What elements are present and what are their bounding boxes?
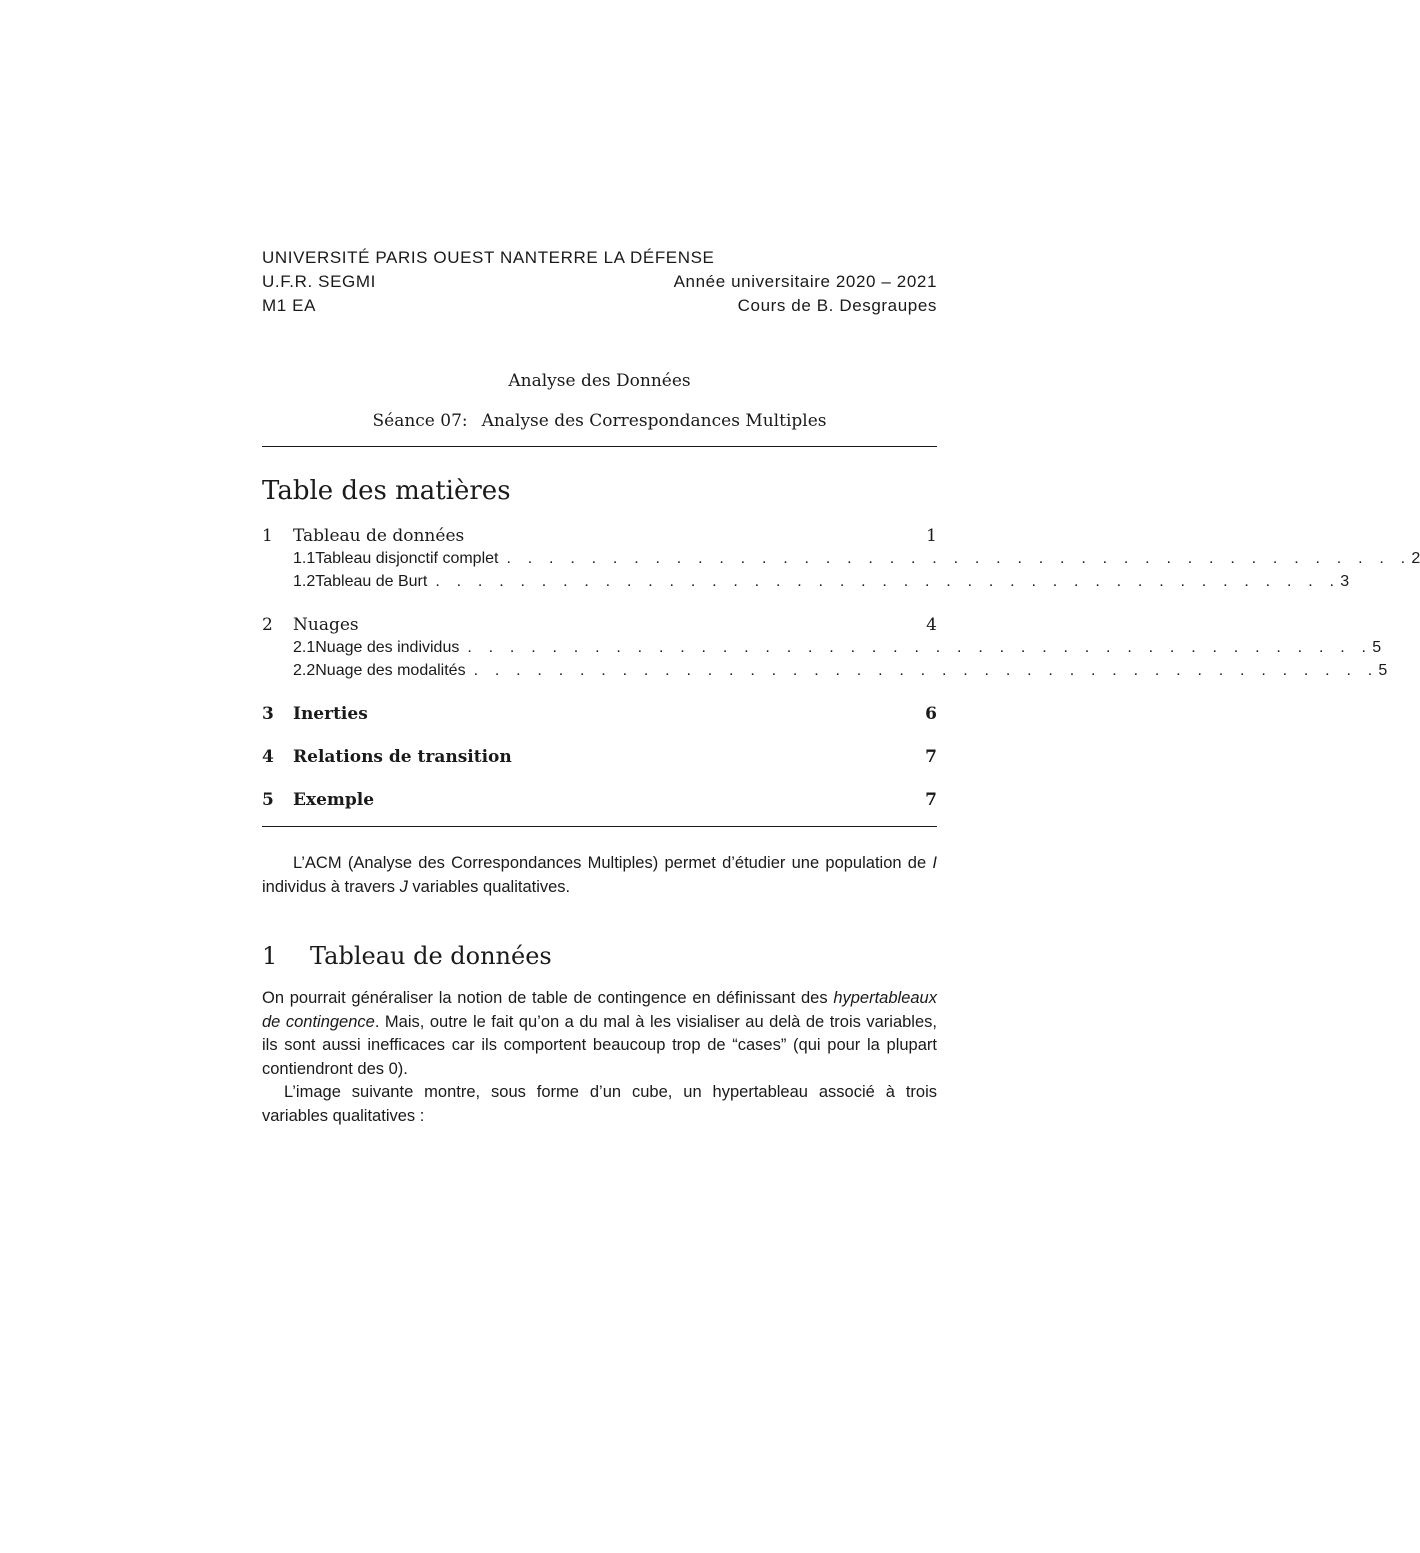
- toc-page: 6: [925, 704, 937, 724]
- toc-number: 4: [262, 747, 274, 767]
- section-1-paragraph-1: [262, 987, 937, 1081]
- table-of-contents: [262, 525, 1420, 811]
- intro-text-1: L’ACM (Analyse des Correspondances Multiples) permet d’étudier une population de: [293, 854, 933, 872]
- toc-group-3: [262, 703, 937, 725]
- toc-leader-dots: . . . . . . . . . . . . . . . . . . . . . . . . . . . . . . . . . . . . . . . . . . .: [467, 639, 1373, 656]
- toc-page: 3: [1340, 573, 1350, 590]
- toc-entry-subsection-2-2[interactable]: [262, 659, 1388, 682]
- toc-entry-section-1[interactable]: [262, 525, 937, 547]
- toc-number: 1: [262, 526, 273, 546]
- toc-leader-dots: . . . . . . . . . . . . . . . . . . . . . . . . . . . . . . . . . . . . . . . . . . .: [435, 573, 1341, 590]
- toc-entry-section-2[interactable]: [262, 614, 937, 636]
- para1-emphasis: hypertableaux de contingence: [262, 989, 937, 1031]
- section-1-paragraph-2: L’image suivante montre, sous forme d’un cube, un hypertableau associé à trois variables qualitatives :: [262, 1083, 937, 1125]
- toc-leader-dots: . . . . . . . . . . . . . . . . . . . . . . . . . . . . . . . . . . . . . . . . . . .: [506, 550, 1412, 567]
- section-title: Tableau de données: [310, 942, 552, 970]
- toc-entry-subsection-1-2[interactable]: [262, 570, 1350, 593]
- toc-label: Relations de transition: [293, 747, 512, 767]
- toc-entry-subsection-2-1[interactable]: [262, 636, 1382, 659]
- toc-bottom-rule: [262, 826, 937, 827]
- toc-number: 1.2: [293, 573, 316, 590]
- document-subtitle: [262, 408, 937, 434]
- toc-entry-section-4[interactable]: [262, 746, 937, 768]
- toc-label: Exemple: [293, 790, 375, 810]
- ufr-name: U.F.R. SEGMI: [262, 272, 376, 291]
- toc-number: 5: [262, 790, 274, 810]
- toc-page: 2: [1411, 550, 1420, 567]
- toc-label: Nuages: [293, 615, 359, 635]
- header-line-3: [262, 294, 937, 318]
- toc-label: Tableau disjonctif complet: [315, 550, 499, 567]
- toc-entry-subsection-1-1[interactable]: [262, 547, 1420, 570]
- toc-group-2: [262, 614, 1388, 682]
- toc-label: Tableau de données: [293, 526, 465, 546]
- header-line-1: [262, 246, 937, 270]
- toc-page: 5: [1378, 662, 1388, 679]
- math-var-j: J: [399, 878, 408, 896]
- toc-label: Nuage des individus: [315, 639, 460, 656]
- toc-entry-section-3[interactable]: [262, 703, 937, 725]
- intro-text-3: variables qualitatives.: [407, 878, 571, 896]
- toc-group-1: [262, 525, 1420, 593]
- intro-text-2: individus à travers: [262, 878, 400, 896]
- para1-text-a: On pourrait généraliser la notion de table de contingence en définissant des: [262, 989, 834, 1007]
- toc-group-5: [262, 789, 937, 811]
- section-1-heading: [262, 941, 937, 971]
- toc-number: 2.2: [293, 662, 316, 679]
- session-label: Séance 07:: [372, 411, 468, 431]
- document-header: [262, 246, 937, 318]
- toc-label: Nuage des modalités: [315, 662, 466, 679]
- program-name: M1 EA: [262, 296, 317, 315]
- session-topic: Analyse des Correspondances Multiples: [481, 411, 827, 431]
- intro-paragraph: [262, 851, 937, 899]
- para1-text-b: . Mais, outre le fait qu’on a du mal à les visialiser au delà de trois variables, ils sont aussi inefficaces car ils comportent beaucoup trop de “cases” (qui pour la plupart contiendront des 0).: [262, 1012, 937, 1078]
- toc-page: 1: [926, 526, 937, 546]
- toc-leader-dots: . . . . . . . . . . . . . . . . . . . . . . . . . . . . . . . . . . . . . . . . . . .: [473, 662, 1379, 679]
- toc-number: 2.1: [293, 639, 316, 656]
- toc-label: Inerties: [293, 704, 368, 724]
- math-var-i: I: [932, 854, 937, 872]
- toc-heading: Table des matières: [262, 476, 511, 506]
- header-line-2: [262, 270, 937, 294]
- university-name: UNIVERSITÉ PARIS OUEST NANTERRE LA DÉFENSE: [262, 248, 715, 267]
- toc-number: 2: [262, 615, 273, 635]
- toc-page: 7: [925, 747, 937, 767]
- document-title: Analyse des Données: [508, 371, 691, 391]
- toc-group-4: [262, 746, 937, 768]
- toc-page: 5: [1372, 639, 1382, 656]
- toc-label: Tableau de Burt: [315, 573, 428, 590]
- toc-page: 7: [925, 790, 937, 810]
- toc-number: 3: [262, 704, 274, 724]
- section-number: 1: [262, 942, 278, 970]
- toc-number: 1.1: [293, 550, 316, 567]
- toc-entry-section-5[interactable]: [262, 789, 937, 811]
- teacher-name: Cours de B. Desgraupes: [737, 296, 937, 315]
- toc-page: 4: [926, 615, 937, 635]
- academic-year: Année universitaire 2020 – 2021: [673, 272, 937, 291]
- document-page: [262, 246, 1420, 1128]
- toc-top-rule: [262, 446, 937, 447]
